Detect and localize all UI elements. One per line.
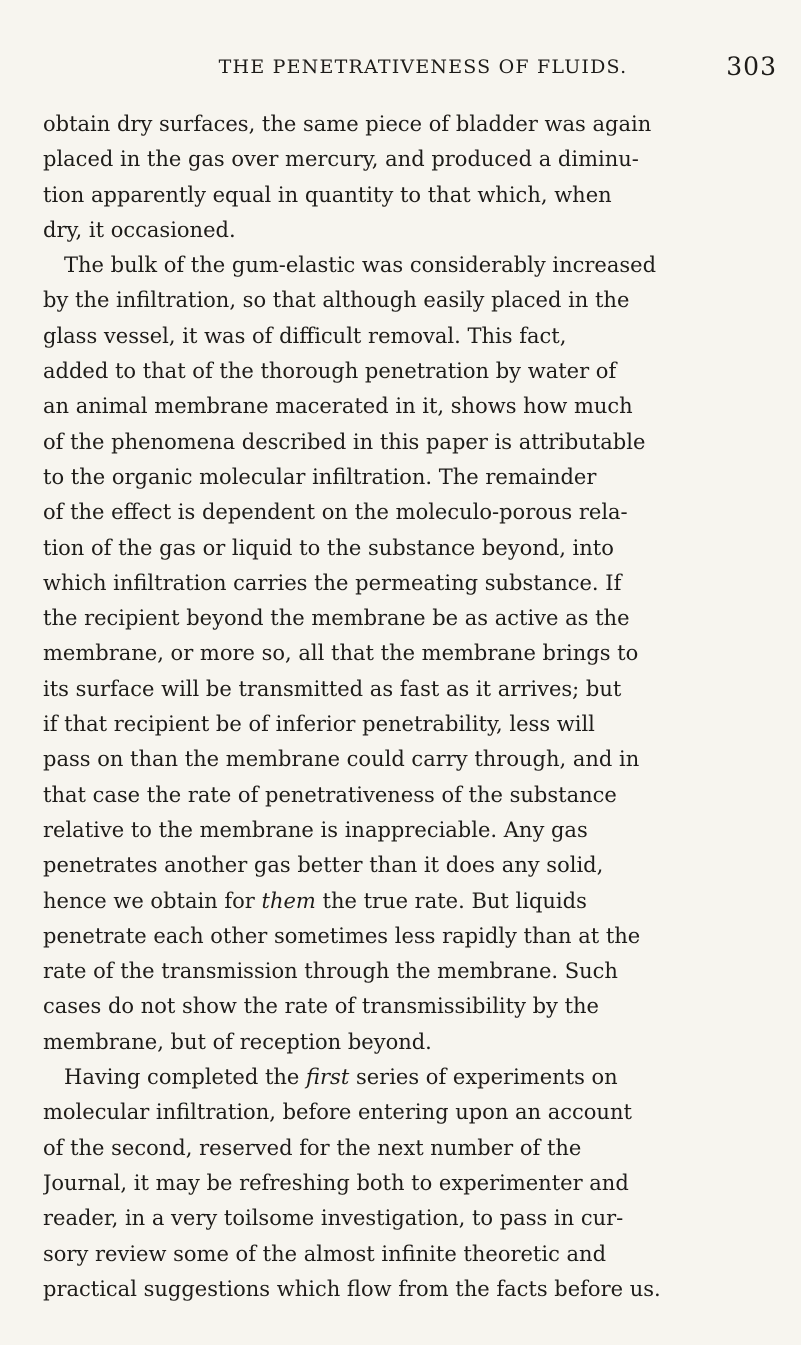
text-line: penetrates another gas better than it does any solid,	[43, 853, 604, 878]
text-line: rate of the transmission through the membrane. Such	[43, 959, 618, 984]
text-line: placed in the gas over mercury, and produced a diminu-	[43, 147, 639, 172]
text-line: sory review some of the almost infinite theoretic and	[43, 1241, 607, 1266]
page-number: 303	[726, 52, 777, 81]
text-line: that case the rate of penetrativeness of the substance	[43, 782, 617, 807]
text-line: tion of the gas or liquid to the substance beyond, into	[43, 535, 614, 560]
text-line: its surface will be transmitted as fast as it arrives; but	[43, 676, 622, 701]
text-line: the recipient beyond the membrane be as active as the	[43, 606, 630, 631]
text-segment: Having completed the	[64, 1065, 307, 1090]
text-line: Journal, it may be refreshing both to experimenter and	[43, 1170, 629, 1195]
text-line: practical suggestions which flow from the facts before us.	[43, 1276, 661, 1301]
text-line: dry, it occasioned.	[43, 217, 236, 242]
running-title: THE PENETRATIVENESS OF FLUIDS.	[218, 56, 628, 78]
text-line: penetrate each other sometimes less rapidly than at the	[43, 923, 641, 948]
text-line: if that recipient be of inferior penetrability, less will	[43, 712, 595, 737]
text-segment: series of experiments on	[349, 1065, 618, 1090]
italic-word: first	[306, 1065, 350, 1090]
text-line: by the infiltration, so that although easily placed in the	[43, 288, 630, 313]
text-line	[43, 884, 777, 919]
text-line: obtain dry surfaces, the same piece of bladder was again	[43, 112, 652, 136]
text-line: of the second, reserved for the next number of the	[43, 1135, 582, 1160]
text-line: an animal membrane macerated in it, shows how much	[43, 394, 633, 419]
running-head	[43, 52, 777, 94]
text-line: membrane, or more so, all that the membrane brings to	[43, 641, 639, 666]
italic-word: them	[261, 888, 316, 913]
book-page	[43, 52, 777, 1307]
text-line: which infiltration carries the permeating substance. If	[43, 570, 622, 595]
text-segment: the true rate. But liquids	[315, 888, 587, 913]
text-line: pass on than the membrane could carry through, and in	[43, 747, 640, 772]
text-line: cases do not show the rate of transmissibility by the	[43, 994, 599, 1019]
text-line: membrane, but of reception beyond.	[43, 1029, 432, 1054]
text-line	[43, 1060, 777, 1095]
text-line: reader, in a very toilsome investigation, to pass in cur-	[43, 1206, 624, 1231]
text-line: tion apparently equal in quantity to that which, when	[43, 182, 612, 207]
text-line: of the phenomena described in this paper is attributable	[43, 429, 646, 454]
text-line: to the organic molecular infiltration. The remainder	[43, 464, 597, 489]
text-line: glass vessel, it was of difficult removal. This fact,	[43, 323, 567, 348]
text-line: relative to the membrane is inappreciable. Any gas	[43, 817, 588, 842]
text-line: of the effect is dependent on the moleculo-porous rela-	[43, 500, 628, 525]
text-line: molecular infiltration, before entering upon an account	[43, 1100, 632, 1125]
body-text	[43, 107, 777, 1307]
text-line: The bulk of the gum-elastic was considerably increased	[64, 253, 657, 278]
text-line: added to that of the thorough penetration by water of	[43, 359, 617, 384]
text-segment: hence we obtain for	[43, 888, 262, 913]
